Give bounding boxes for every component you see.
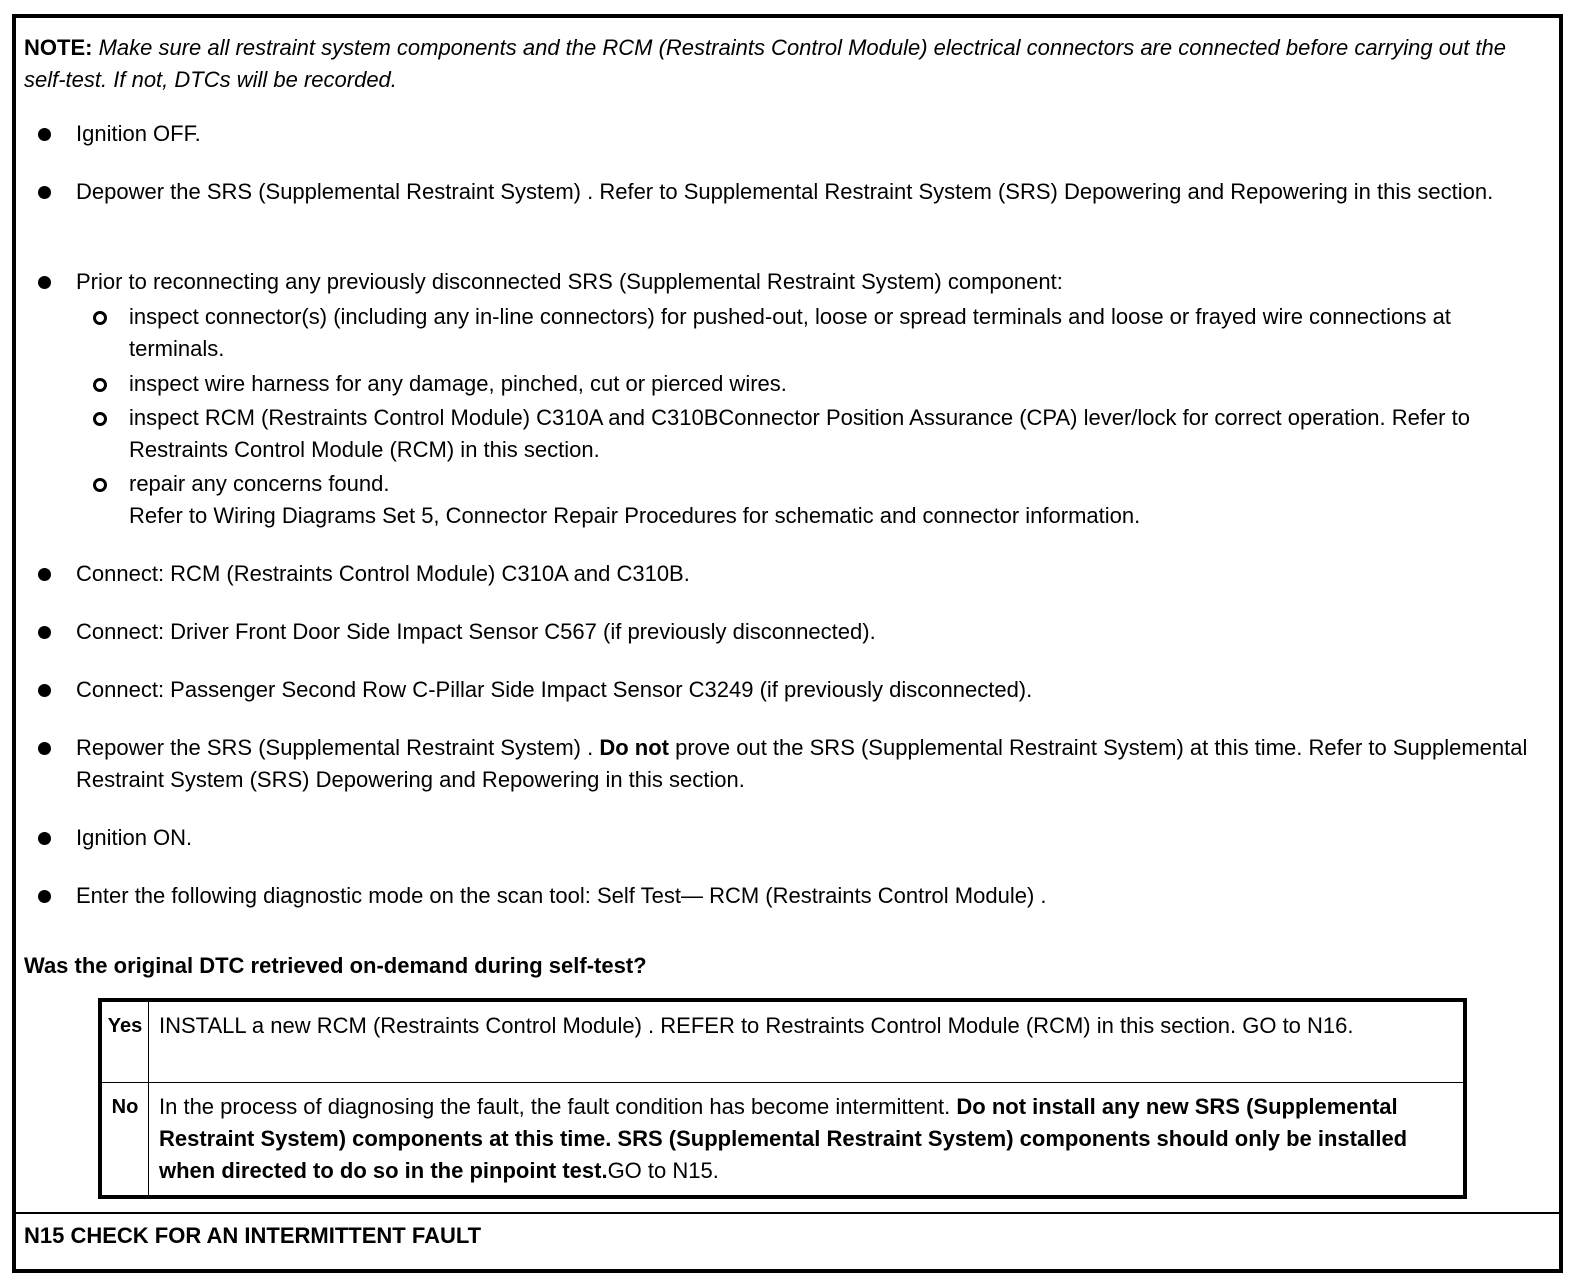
bullet-icon bbox=[38, 128, 51, 141]
answer-row-yes bbox=[100, 1000, 1465, 1083]
step-prior-reconnect: Prior to reconnecting any previously disconnected SRS (Supplemental Restraint System) component: bbox=[76, 266, 1556, 298]
bullet-icon bbox=[38, 276, 51, 289]
step-repower-srs: Repower the SRS (Supplemental Restraint System) . Do not prove out the SRS (Supplemental Restraint System) at this time. Refer to Supplemental Restraint System (SRS) Depowering and Repowering in this section. bbox=[76, 732, 1556, 796]
note bbox=[24, 32, 1544, 96]
step-ignition-off: Ignition OFF. bbox=[76, 118, 1556, 150]
substep-inspect-connectors: inspect connector(s) (including any in-line connectors) for pushed-out, loose or spread terminals and loose or frayed wire connections at terminals. bbox=[129, 301, 1549, 365]
bullet-icon bbox=[38, 832, 51, 845]
step-ignition-on: Ignition ON. bbox=[76, 822, 1556, 854]
circle-bullet-icon bbox=[93, 412, 107, 426]
substep-repair: repair any concerns found. Refer to Wiring Diagrams Set 5, Connector Repair Procedures for schematic and connector information. bbox=[129, 468, 1549, 532]
question-text: Was the original DTC retrieved on-demand during self-test? bbox=[24, 953, 647, 978]
substep-inspect-harness: inspect wire harness for any damage, pinched, cut or pierced wires. bbox=[129, 368, 1549, 400]
note-text: Make sure all restraint system components and the RCM (Restraints Control Module) electrical connectors are connected before carrying out the self-test. If not, DTCs will be recorded. bbox=[24, 35, 1506, 92]
step-connect-rcm: Connect: RCM (Restraints Control Module) C310A and C310B. bbox=[76, 558, 1556, 590]
bullet-icon bbox=[38, 626, 51, 639]
procedure-frame bbox=[12, 14, 1563, 1273]
step-connect-driver-sensor: Connect: Driver Front Door Side Impact Sensor C567 (if previously disconnected). bbox=[76, 616, 1556, 648]
bullet-icon bbox=[38, 742, 51, 755]
substep-inspect-cpa: inspect RCM (Restraints Control Module) C310A and C310BConnector Position Assurance (CPA) lever/lock for correct operation. Refer to Restraints Control Module (RCM) in this section. bbox=[129, 402, 1549, 466]
answer-table bbox=[98, 998, 1467, 1199]
bullet-icon bbox=[38, 684, 51, 697]
answer-row-no bbox=[100, 1083, 1465, 1198]
step-depower-srs: Depower the SRS (Supplemental Restraint System) . Refer to Supplemental Restraint System (SRS) Depowering and Repowering in this section. bbox=[76, 176, 1556, 208]
next-step-heading: N15 CHECK FOR AN INTERMITTENT FAULT bbox=[24, 1223, 482, 1248]
answer-label-yes: Yes bbox=[100, 1000, 149, 1083]
answer-text-yes: INSTALL a new RCM (Restraints Control Module) . REFER to Restraints Control Module (RCM) in this section. GO to N16. bbox=[149, 1000, 1466, 1083]
wiring-diagram-reference: Refer to Wiring Diagrams Set 5, Connector Repair Procedures for schematic and connector information. bbox=[129, 503, 1141, 528]
circle-bullet-icon bbox=[93, 311, 107, 325]
note-label: NOTE: bbox=[24, 35, 93, 60]
bullet-icon bbox=[38, 568, 51, 581]
circle-bullet-icon bbox=[93, 478, 107, 492]
answer-label-no: No bbox=[100, 1083, 149, 1198]
step-self-test: Enter the following diagnostic mode on the scan tool: Self Test— RCM (Restraints Control Module) . bbox=[76, 880, 1556, 912]
answer-text-no: In the process of diagnosing the fault, the fault condition has become intermittent. Do not install any new SRS (Supplemental Restraint System) components at this time. SRS (Supplemental Restraint System) components should only be installed when directed to do so in the pinpoint test.GO to N15. bbox=[149, 1083, 1466, 1198]
circle-bullet-icon bbox=[93, 378, 107, 392]
bullet-icon bbox=[38, 186, 51, 199]
bullet-icon bbox=[38, 890, 51, 903]
step-connect-passenger-sensor: Connect: Passenger Second Row C-Pillar Side Impact Sensor C3249 (if previously disconnected). bbox=[76, 674, 1556, 706]
section-divider bbox=[16, 1212, 1559, 1214]
